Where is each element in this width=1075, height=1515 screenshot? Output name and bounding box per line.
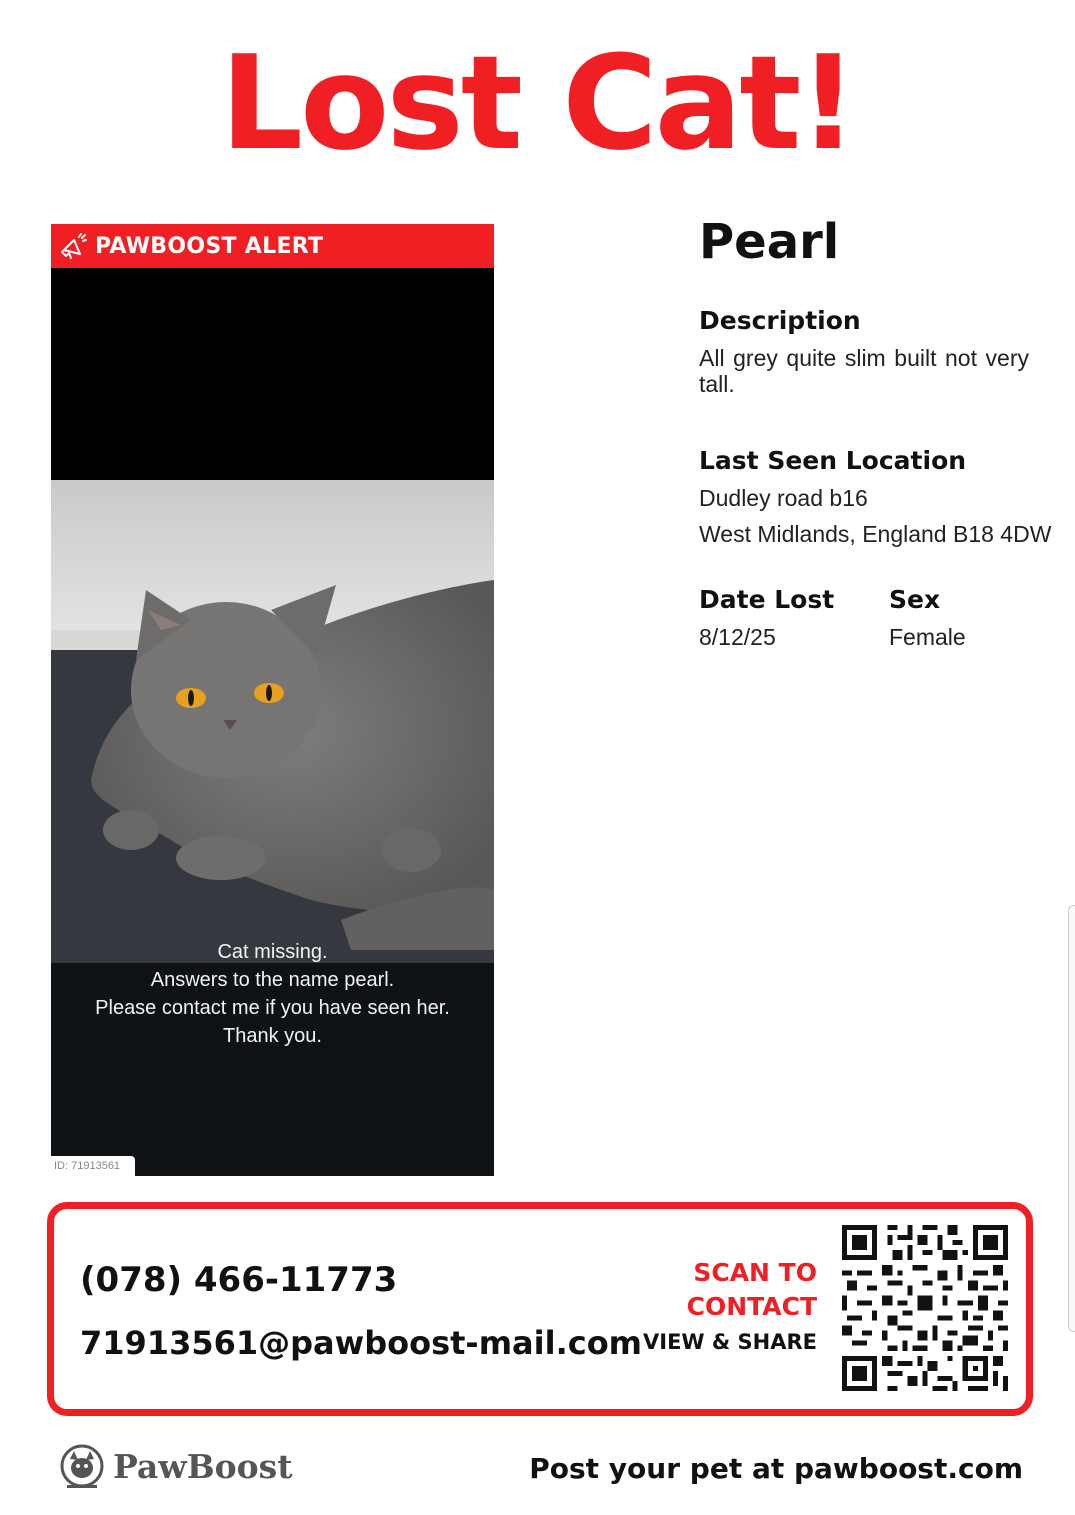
flyer-headline: Lost Cat!: [220, 27, 855, 179]
caption-line: Thank you.: [223, 1025, 322, 1047]
brand-name: PawBoost: [113, 1446, 293, 1486]
date-lost-value: 8/12/25: [699, 624, 776, 650]
pawboost-logo: [59, 1440, 292, 1492]
scan-to-label: SCAN TO: [693, 1258, 817, 1287]
description-text: All grey quite slim built not very tall.: [699, 345, 1029, 397]
photo-caption: [51, 938, 494, 1050]
location-line-2: West Midlands, England B18 4DW: [699, 521, 1052, 547]
listing-id: ID: 71913561: [51, 1156, 135, 1176]
caption-line: Cat missing.: [217, 941, 328, 963]
caption-line: Answers to the name pearl.: [150, 969, 395, 991]
sex-title: Sex: [889, 585, 941, 614]
sex-value: Female: [889, 624, 966, 650]
pet-name: Pearl: [699, 214, 840, 270]
pawboost-dog-icon: [59, 1443, 105, 1489]
phone-number[interactable]: (078) 466-11773: [80, 1260, 398, 1300]
footer-call-to-action[interactable]: Post your pet at pawboost.com: [529, 1452, 1023, 1485]
alert-banner: [51, 224, 494, 268]
contact-label: CONTACT: [686, 1292, 817, 1321]
location-line-1: Dudley road b16: [699, 485, 868, 511]
megaphone-icon: [59, 231, 89, 261]
photo-letterbox: [51, 268, 494, 480]
scroll-handle[interactable]: [1068, 905, 1075, 1332]
view-share-label: VIEW & SHARE: [643, 1330, 817, 1354]
date-lost-title: Date Lost: [699, 585, 835, 614]
pet-photo: [51, 268, 494, 1176]
cat-photo: [51, 480, 494, 963]
location-title: Last Seen Location: [699, 446, 967, 475]
qr-code[interactable]: [842, 1225, 1008, 1391]
alert-label: PAWBOOST ALERT: [95, 233, 324, 259]
caption-line: Please contact me if you have seen her.: [95, 997, 450, 1019]
description-title: Description: [699, 306, 861, 335]
email-address[interactable]: 71913561@pawboost-mail.com: [80, 1324, 643, 1362]
